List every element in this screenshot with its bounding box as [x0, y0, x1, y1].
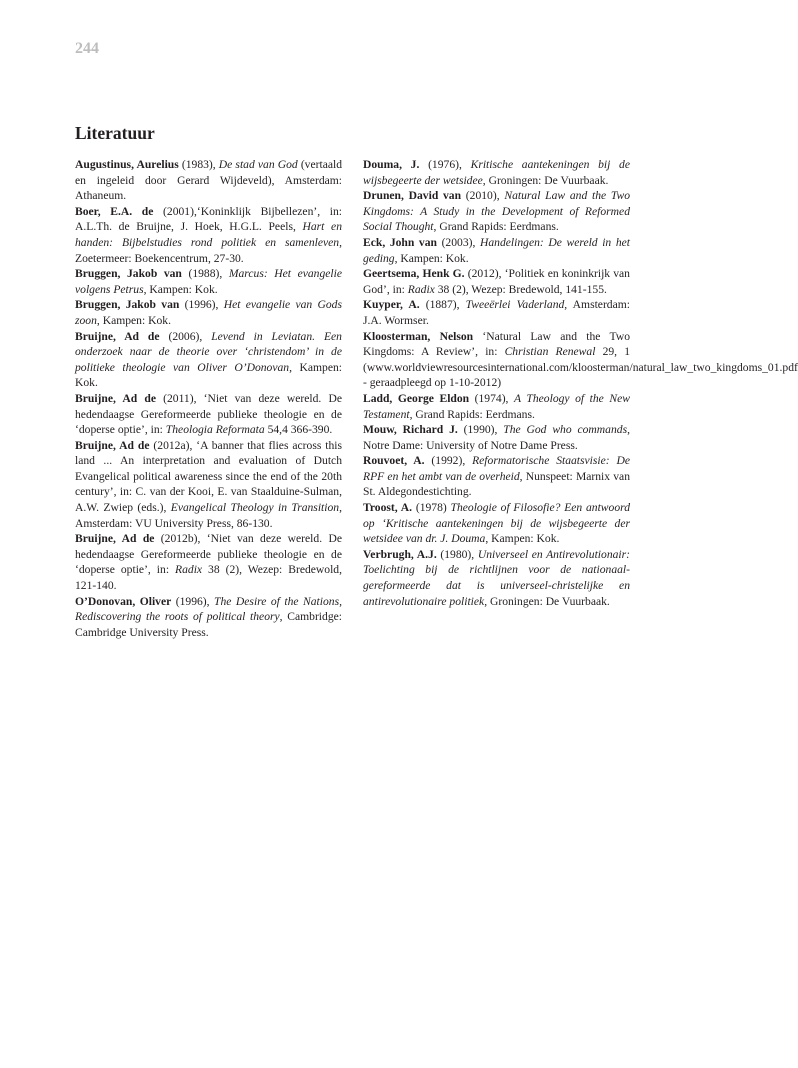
- bibliography-entry: [75, 204, 342, 266]
- entry-text: (2001),‘Koninklijk Bijbellezen’, in: A.L.Th. de Bruijne, J. Hoek, H.G.L. Peels,: [75, 204, 342, 234]
- entry-author: Bruijne, Ad de: [75, 532, 155, 546]
- bibliography-entry: [75, 157, 342, 204]
- entry-text: 54,4 366-390.: [264, 423, 333, 437]
- page-number: 244: [75, 40, 99, 57]
- entry-text: 38 (2), Wezep: Bredewold, 121-140.: [75, 563, 342, 593]
- entry-text: (2011), ‘Niet van deze wereld. De hedendaagse Gereformeerde publieke theologie en de ‘doperse optie’, in:: [75, 391, 342, 437]
- entry-title: The God who commands: [503, 423, 628, 437]
- entry-title: A Theology of the New Testament: [363, 391, 630, 421]
- section-title: Literatuur: [75, 123, 155, 143]
- bibliography-entry: [75, 297, 342, 328]
- entry-author: Douma, J.: [363, 158, 420, 171]
- entry-title: The Desire of the Nations, Rediscovering the roots of political theory: [75, 594, 342, 624]
- bibliography-entry: [363, 235, 630, 266]
- entry-title: Hart en handen: Bijbelstudies rond politiek en samenleven: [75, 220, 342, 249]
- bibliography-entry: [75, 329, 342, 391]
- entry-text: 38 (2), Wezep: Bredewold, 141-155.: [434, 282, 607, 296]
- bibliography-entry: [363, 453, 630, 500]
- bibliography-entry: [363, 266, 630, 297]
- bibliography-entry: [363, 500, 630, 547]
- entry-text: (1983),: [178, 158, 219, 171]
- entry-title: Levend in Leviatan. Een onderzoek naar de theorie over ‘christendom’ in de politieke theologie van Oliver O’Donovan,: [75, 329, 342, 374]
- entry-author: Drunen, David van: [363, 189, 462, 203]
- entry-author: Bruggen, Jakob van: [75, 298, 180, 312]
- bibliography-entry: [363, 329, 798, 391]
- entry-text: (1992),: [424, 454, 473, 468]
- entry-text: 29, 1 (www.worldviewresourcesinternational.com/kloosterman/natural_law_two_kingdoms_01.pdf - geraadpleegd op 1-10-2012): [363, 345, 798, 390]
- entry-text: , Kampen: Kok.: [394, 251, 469, 265]
- entry-title: Marcus: Het evangelie volgens Petrus: [75, 267, 342, 296]
- entry-text: (1976),: [419, 158, 471, 171]
- bibliography-column-right: [363, 157, 798, 609]
- entry-text: (1988),: [181, 267, 229, 281]
- entry-title: Reformatorische Staatsvisie: De RPF en het ambt van de overheid: [363, 454, 630, 483]
- entry-text: , Kampen: Kok.: [485, 532, 560, 546]
- entry-author: Rouvoet, A.: [363, 454, 425, 468]
- entry-author: Bruijne, Ad de: [75, 391, 156, 405]
- entry-title: Evangelical Theology in Transition: [170, 501, 340, 515]
- entry-text: (2012), ‘Politiek en koninkrijk van God’, in:: [363, 267, 630, 296]
- bibliography-column-left: [75, 157, 342, 640]
- entry-text: , Groningen: De Vuurbaak.: [482, 173, 609, 187]
- entry-text: , Groningen: De Vuurbaak.: [484, 594, 610, 608]
- entry-title: Het evangelie van Gods zoon: [75, 298, 342, 327]
- bibliography-entry: [75, 531, 342, 593]
- entry-text: (2012a), ‘A banner that flies across this land ... An interpretation and evaluation of Dutch Evangelical political awareness since the end of the 20th century’, in: C. van der Kooi, E. van Staalduine-Sulman, A.W. Zwiep (eds.),: [75, 438, 342, 515]
- entry-title: Radix: [407, 282, 435, 296]
- bibliography-entry: [363, 547, 630, 609]
- entry-text: (1978): [412, 501, 451, 515]
- entry-author: Kloosterman, Nelson: [363, 329, 474, 343]
- entry-title: Theologie of Filosofie? Een antwoord op ‘Kritische aantekeningen bij de wijsbegeerte der wetsidee van dr. J. Douma: [363, 501, 631, 546]
- entry-title: Natural Law and the Two Kingdoms: A Study in the Development of Reformed Social Thought: [363, 189, 631, 234]
- entry-text: (1990),: [457, 423, 504, 437]
- entry-text: , Grand Rapids: Eerdmans.: [409, 407, 535, 421]
- entry-text: (vertaald en ingeleid door Gerard Wijdeveld), Amsterdam: Athaneum.: [75, 158, 343, 203]
- entry-author: Bruggen, Jakob van: [75, 267, 182, 281]
- bibliography-entry: [75, 438, 342, 532]
- entry-title: De stad van God: [218, 158, 298, 171]
- bibliography-entry: [363, 188, 630, 235]
- bibliography-entry: [363, 157, 630, 188]
- entry-author: Ladd, George Eldon: [363, 391, 470, 405]
- entry-text: , Amsterdam: J.A. Wormser.: [363, 298, 630, 327]
- entry-text: , Nunspeet: Marnix van St. Aldegondestichting.: [363, 469, 630, 499]
- entry-text: , Grand Rapids: Eerdmans.: [433, 220, 559, 234]
- entry-text: , Cambridge: Cambridge University Press.: [75, 610, 342, 639]
- entry-text: , Notre Dame: University of Notre Dame Press.: [363, 423, 630, 452]
- entry-title: Christian Renewal: [504, 345, 596, 359]
- entry-text: (2010),: [461, 189, 505, 203]
- entry-title: Handelingen: De wereld in het geding: [363, 235, 630, 265]
- entry-text: (1996),: [171, 594, 215, 608]
- entry-title: Kritische aantekeningen bij de wijsbegeerte der wetsidee: [363, 158, 630, 187]
- entry-title: Theologia Reformata: [165, 423, 265, 437]
- entry-author: Bruijne, Ad de: [75, 438, 150, 452]
- entry-author: Kuyper, A.: [363, 298, 420, 312]
- entry-text: (2006),: [159, 329, 212, 343]
- entry-author: Geertsema, Henk G.: [363, 267, 465, 281]
- entry-author: Boer, E.A. de: [75, 204, 154, 218]
- entry-text: (1980),: [436, 547, 478, 561]
- entry-text: (1996),: [179, 298, 224, 312]
- bibliography-entry: [75, 594, 342, 641]
- entry-text: (2003),: [436, 235, 480, 249]
- entry-author: Bruijne, Ad de: [75, 329, 160, 343]
- entry-author: Mouw, Richard J.: [363, 423, 458, 437]
- entry-title: Universeel en Antirevolutionair: Toelichting bij de richtlijnen voor de nationaal-gereformeerde dat is universeel-christelijke en antirevolutionaire politiek: [363, 547, 631, 608]
- entry-text: , Kampen: Kok.: [96, 313, 171, 327]
- bibliography-entry: [363, 297, 630, 328]
- entry-text: (2012b), ‘Niet van deze wereld. De hedendaagse Gereformeerde publieke theologie en de ‘doperse optie’, in:: [75, 532, 342, 577]
- entry-text: , Zoetermeer: Boekencentrum, 27-30.: [75, 235, 342, 265]
- entry-text: , Kampen: Kok.: [143, 282, 218, 296]
- entry-text: (1974),: [469, 391, 514, 405]
- entry-author: Eck, John van: [363, 235, 437, 249]
- entry-text: Kampen: Kok.: [75, 360, 342, 390]
- entry-text: , Amsterdam: VU University Press, 86-130.: [75, 501, 342, 530]
- entry-author: Augustinus, Aurelius: [75, 158, 179, 171]
- entry-author: Troost, A.: [363, 501, 413, 515]
- entry-author: Verbrugh, A.J.: [363, 547, 437, 561]
- bibliography-entry: [75, 391, 342, 438]
- entry-text: (1887),: [419, 298, 466, 312]
- entry-title: Radix: [175, 563, 203, 577]
- entry-author: O’Donovan, Oliver: [75, 594, 172, 608]
- entry-title: Tweeërlei Vaderland: [465, 298, 565, 312]
- bibliography-entry: [363, 391, 630, 422]
- entry-text: ‘Natural Law and the Two Kingdoms: A Review’, in:: [363, 329, 630, 359]
- bibliography-entry: [75, 266, 342, 297]
- bibliography-entry: [363, 422, 630, 453]
